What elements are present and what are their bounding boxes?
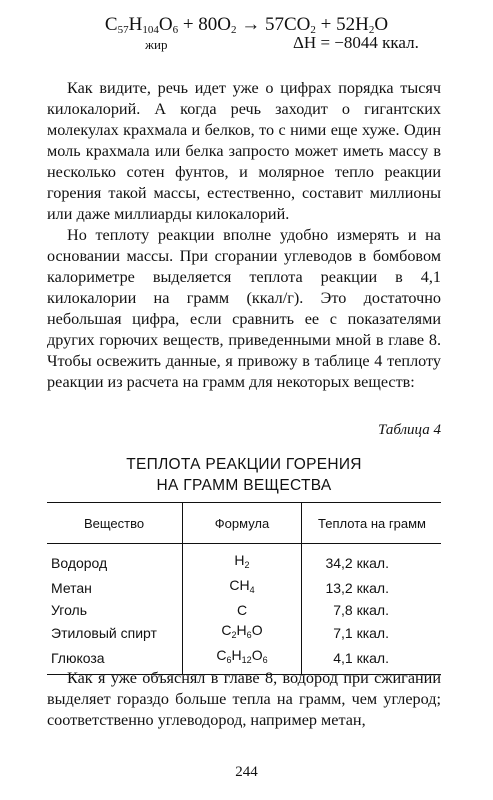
table-row [47,620,441,645]
column-header: Теплота на грамм [302,503,442,544]
enthalpy-value: ΔH = −8044 ккал. [293,33,419,52]
cell-formula: C [183,600,302,620]
cell-heat: 7,8 ккал. [333,602,389,618]
cell-substance: Уголь [51,602,88,618]
cell-formula: $CH_4$ [183,575,302,600]
cell-formula: $H_2$ [183,544,302,576]
table-body [47,544,441,675]
table-row [47,544,441,576]
column-header: Вещество [47,503,183,544]
body-text-bottom [47,668,441,731]
cell-formula: $C_2H_6O$ [183,620,302,645]
substance-label: жир [145,37,168,52]
cell-heat: 34,2 ккал. [325,554,389,571]
cell-substance: Этиловый спирт [51,624,157,641]
cell-substance: Глюкоза [47,645,183,675]
paragraph: Но теплоту реакции вполне удобно измерять и на основании массы. При сгорании углеводов в бомбовом калориметре выделяется теплота реакции в 4,1 килокалории на грамм (ккал/г). Это достаточно небольшая цифра, если сравнить ее с показателями других горючих веществ, приведенными мной в главе 8. Чтобы освежить данные, я привожу в таблице 4 теплоту реакции из расчета на грамм для некоторых веществ: [47,226,441,391]
cell-formula: $C_6H_{12}O_6$ [183,645,302,675]
combustion-equation: $C_{57}H_{104}O_6 + 80O_2 \to 57CO_2 + 52H_2O$ [104,14,389,36]
cell-heat: 13,2 ккал. [325,579,389,596]
column-header: Формула [183,503,302,544]
page-number: 244 [235,764,258,780]
table-title: ТЕПЛОТА РЕАКЦИИ ГОРЕНИЯ НА ГРАММ ВЕЩЕСТВА [126,456,362,494]
table-caption: Таблица 4 [378,422,441,438]
cell-substance: Метан [51,579,92,596]
cell-substance: Водород [51,554,108,571]
table-header-row [47,503,441,544]
body-text-top [47,78,441,393]
heat-table [47,502,441,675]
cell-heat: 4,1 ккал. [302,645,442,675]
paragraph: Как видите, речь идет уже о цифрах порядка тысяч килокалорий. А когда речь заходит о гигантских молекулах крахмала и белков, то с ними еще хуже. Один моль крахмала или белка запросто может иметь массу в несколько сотен фунтов, и молярное тепло реакции горения такой массы, естественно, составит миллионы или даже миллиарды килокалорий. [47,79,441,223]
cell-heat: 7,1 ккал. [333,624,389,641]
paragraph: Как я уже объяснял в главе 8, водород при сжигании выделяет гораздо больше тепла на грамм, чем углерод; соответственно углеводород, например метан, [47,669,441,729]
table-row [47,575,441,600]
table-row [47,600,441,620]
